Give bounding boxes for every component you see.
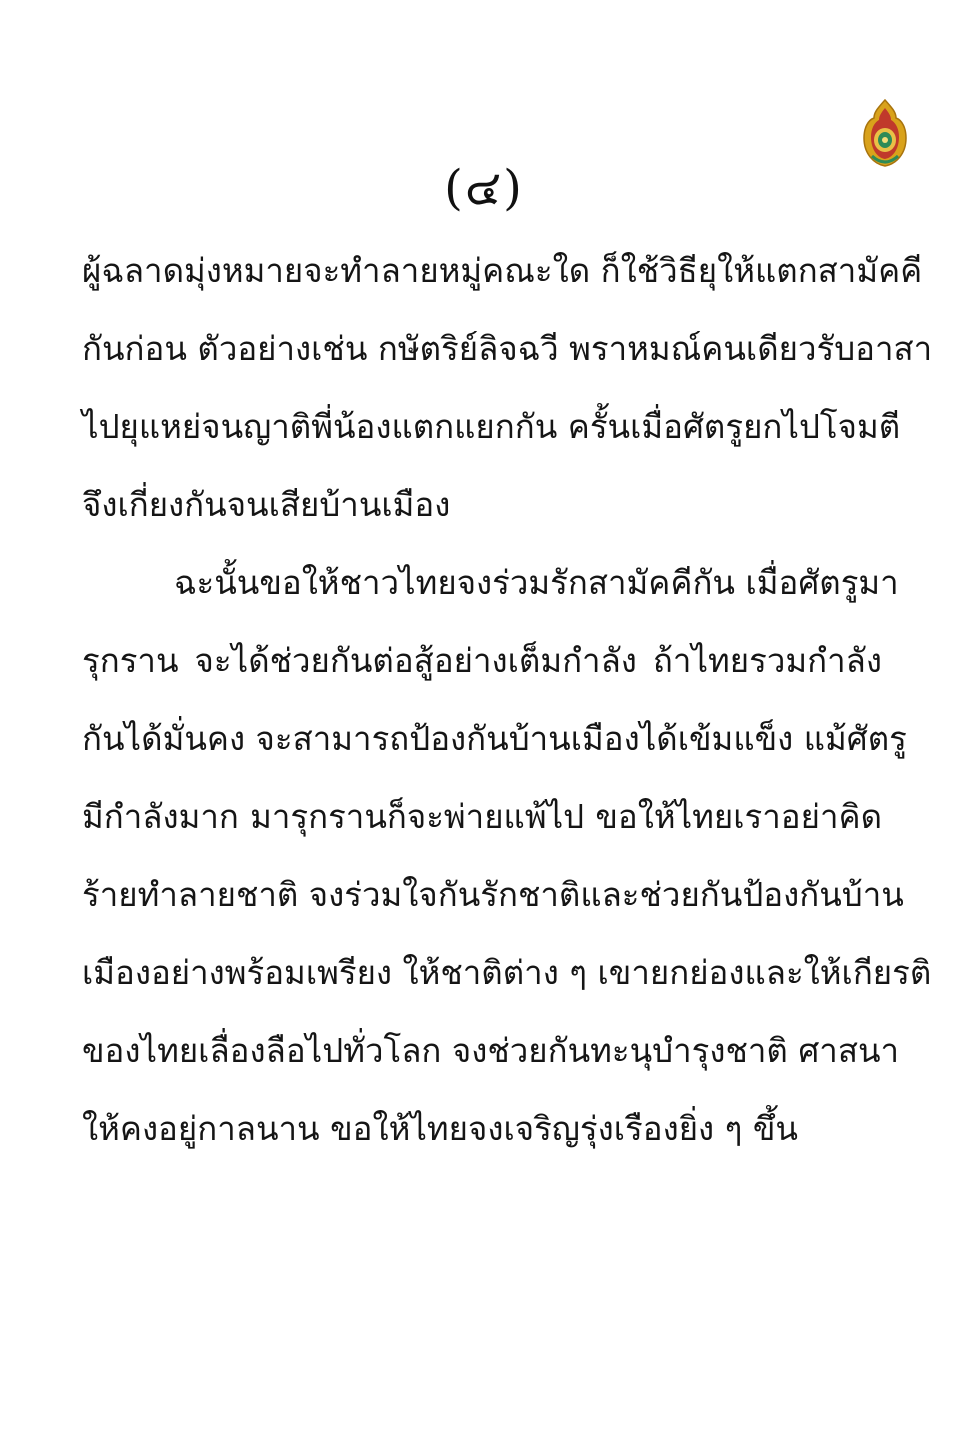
text-line: กันก่อน ตัวอย่างเช่น กษัตริย์ลิจฉวี พราหมณ์คนเดียวรับอาสา: [82, 329, 933, 368]
text-line: ฉะนั้นขอให้ชาวไทยจงร่วมรักสามัคคีกัน เมื่อศัตรูมา: [174, 563, 899, 602]
text-line: ให้คงอยู่กาลนาน ขอให้ไทยจงเจริญรุ่งเรืองยิ่ง ๆ ขึ้น: [82, 1109, 798, 1148]
text-line: มีกำลังมาก มารุกรานก็จะพ่ายแพ้ไป ขอให้ไทยเราอย่าคิด: [82, 797, 882, 836]
text-line: รุกราน จะได้ช่วยกันต่อสู้อย่างเต็มกำลัง ถ้าไทยรวมกำลัง: [82, 641, 882, 680]
page-number: (๔): [444, 160, 524, 216]
text-line: ไปยุแหย่จนญาติพี่น้องแตกแยกกัน ครั้นเมื่อศัตรูยกไปโจมตี: [82, 407, 901, 446]
paragraph-1: [82, 232, 933, 544]
text-line: ผู้ฉลาดมุ่งหมายจะทำลายหมู่คณะใด ก็ใช้วิธียุให้แตกสามัคคี: [82, 251, 923, 290]
text-line: เมืองอย่างพร้อมเพรียง ให้ชาติต่าง ๆ เขายกย่องและให้เกียรติ: [82, 953, 932, 992]
paragraph-2: [82, 544, 932, 1168]
text-line: กันได้มั่นคง จะสามารถป้องกันบ้านเมืองได้เข้มแข็ง แม้ศัตรู: [82, 719, 907, 758]
text-line: ร้ายทำลายชาติ จงร่วมใจกันรักชาติและช่วยกันป้องกันบ้าน: [82, 875, 904, 914]
text-line: จึงเกี่ยงกันจนเสียบ้านเมือง: [82, 485, 451, 524]
body-text: [82, 232, 933, 1168]
text-line: ของไทยเลื่องลือไปทั่วโลก จงช่วยกันทะนุบำรุงชาติ ศาสนา: [82, 1031, 900, 1070]
